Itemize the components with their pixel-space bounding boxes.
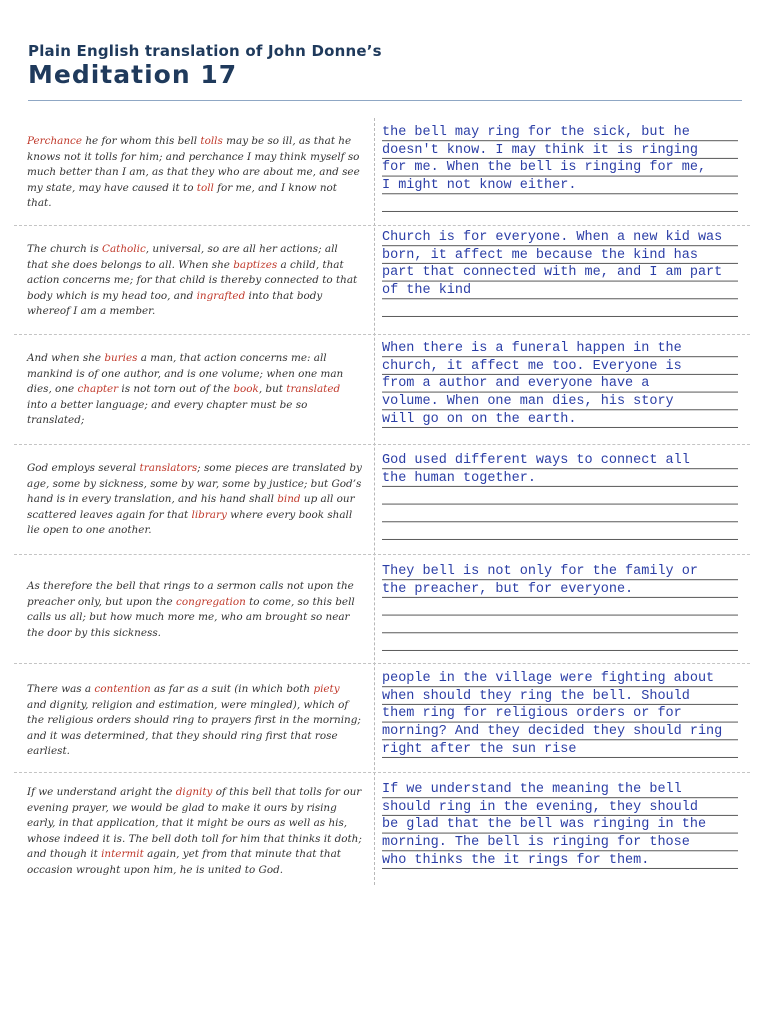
translation-line: church, it affect me too. Everyone is (382, 358, 682, 374)
highlighted-term: translated (286, 383, 341, 396)
translation-line: God used different ways to connect all (382, 453, 690, 468)
original-text (27, 682, 362, 760)
translation-row (14, 773, 750, 885)
header-rule (28, 100, 742, 101)
original-text (27, 351, 362, 429)
translation-line: part that connected with me, and I am part (382, 265, 723, 281)
translation-row (14, 555, 750, 664)
text-segment: to come, so this bell calls us all; but how much more me, who am brought so near the door by this sickness. (27, 595, 355, 639)
translation-line: doesn't know. I may think it is ringing (382, 142, 698, 158)
translation-text (382, 563, 742, 652)
text-segment: into that body whereof I am a member. (27, 289, 323, 318)
original-text (27, 785, 362, 879)
translation-line: them ring for religious orders or for (382, 706, 682, 722)
original-text (27, 461, 362, 539)
page-header (28, 42, 382, 89)
highlighted-term: Catholic (102, 243, 146, 255)
original-text (27, 134, 362, 212)
translation-text (382, 781, 742, 870)
translation-line: the preacher, but for everyone. (382, 581, 634, 597)
highlighted-term: toll (196, 181, 214, 194)
translation-row (14, 445, 750, 555)
text-segment: may be so ill, as that he knows not it tolls for him; and perchance I may think myself so much better than I am, as that they who are about me, and see my state, may have caused it to (27, 135, 360, 194)
translation-row (14, 226, 750, 335)
text-segment: a child, that action concerns me; for that child is thereby connected to that body which is my head too, and (27, 258, 358, 302)
translation-text (382, 229, 742, 318)
translation-line: They bell is not only for the family or (382, 564, 698, 579)
text-segment: ; some pieces are translated by age, some by sickness, some by war, some by justice; but God’s hand is in every translation, and his hand shall (27, 462, 362, 506)
text-segment: The church is (27, 243, 103, 255)
translation-row (14, 664, 750, 773)
translation-text (382, 452, 742, 541)
text-segment: If we understand aright the (27, 786, 176, 798)
text-segment: As therefore the bell that rings to a sermon calls not upon the preacher only, but upon the (27, 580, 354, 608)
translation-line: right after the sun rise (382, 741, 577, 757)
text-segment: as far as a suit (in which both (150, 683, 314, 695)
text-segment: God employs several (27, 462, 140, 474)
page-subtitle: Plain English translation of John Donne’s (28, 42, 382, 60)
text-segment: is not torn out of the (118, 383, 234, 396)
translation-line: should ring in the evening, they should (382, 799, 698, 815)
text-segment: he for whom this bell (82, 135, 201, 147)
highlighted-term: Perchance (27, 135, 83, 147)
highlighted-term: chapter (77, 383, 119, 396)
translation-line: will go on on the earth. (382, 411, 577, 427)
text-segment: again, yet from that minute that that occasion wrought upon him, he is united to God. (27, 848, 341, 876)
text-segment: and dignity, religion and estimation, were mingled), which of the religious orders should ring to prayers first in the morning; and it was determined, that they should ring first that rose earliest. (27, 698, 361, 758)
highlighted-term: baptizes (233, 258, 278, 271)
text-segment: And when she (27, 352, 105, 364)
translation-text (382, 340, 742, 429)
text-segment: up all our scattered leaves again for that (27, 493, 355, 521)
highlighted-term: bind (277, 493, 301, 506)
highlighted-term: book (233, 383, 259, 396)
highlighted-term: library (191, 508, 227, 521)
translation-line: who thinks the it rings for them. (382, 852, 650, 868)
highlighted-term: tolls (200, 135, 223, 147)
highlighted-term: congregation (176, 595, 246, 608)
translation-line: of the kind (382, 283, 472, 299)
text-segment: a man, that action concerns me: all mankind is of one author, and is one volume; when one man dies, one (27, 352, 344, 396)
original-text (27, 579, 362, 641)
translation-line: the bell may ring for the sick, but he (382, 125, 690, 140)
highlighted-term: piety (313, 683, 340, 695)
highlighted-term: intermit (101, 848, 144, 861)
translation-line: When there is a funeral happen in the (382, 341, 682, 356)
highlighted-term: buries (104, 352, 138, 364)
translation-line: morning. The bell is ringing for those (382, 835, 690, 851)
text-segment: , universal, so are all her actions; all that she does belongs to all. When she (27, 243, 338, 271)
text-segment: into a better language; and every chapter must be so translated; (27, 398, 308, 427)
translation-line: for me. When the bell is ringing for me, (382, 160, 707, 176)
text-segment: , but (258, 383, 287, 396)
translation-line: from a author and everyone have a (382, 376, 650, 392)
text-segment: for me, and I know not that. (27, 181, 337, 210)
translation-line: people in the village were fighting about (382, 671, 715, 686)
translation-row (14, 118, 750, 226)
translation-row (14, 335, 750, 445)
text-segment: There was a (27, 683, 95, 695)
highlighted-term: dignity (175, 786, 213, 798)
translation-line: Church is for everyone. When a new kid was (382, 230, 723, 245)
translation-line: volume. When one man dies, his story (382, 394, 674, 410)
translation-line: morning? And they decided they should ring (382, 724, 723, 740)
original-text (27, 242, 362, 320)
text-segment: where every book shall lie open to one another. (27, 508, 353, 537)
translation-line: when should they ring the bell. Should (382, 688, 690, 704)
highlighted-term: ingrafted (196, 289, 246, 302)
translation-text (382, 670, 742, 759)
translation-text (382, 124, 742, 213)
translation-line: born, it affect me because the kind has (382, 247, 698, 263)
text-segment: of this bell that tolls for our evening prayer, we would be glad to make it ours by rising early, in that application, that it might be ours as well as his, whose indeed it is. The bell doth toll for him that thinks it doth; and though it (27, 786, 362, 861)
translation-line: If we understand the meaning the bell (382, 782, 682, 797)
translation-line: the human together. (382, 470, 536, 486)
highlighted-term: translators (139, 462, 198, 474)
highlighted-term: contention (94, 683, 151, 695)
translation-line: I might not know either. (382, 178, 577, 194)
page-title: Meditation 17 (28, 60, 238, 89)
translation-line: be glad that the bell was ringing in the (382, 817, 707, 833)
